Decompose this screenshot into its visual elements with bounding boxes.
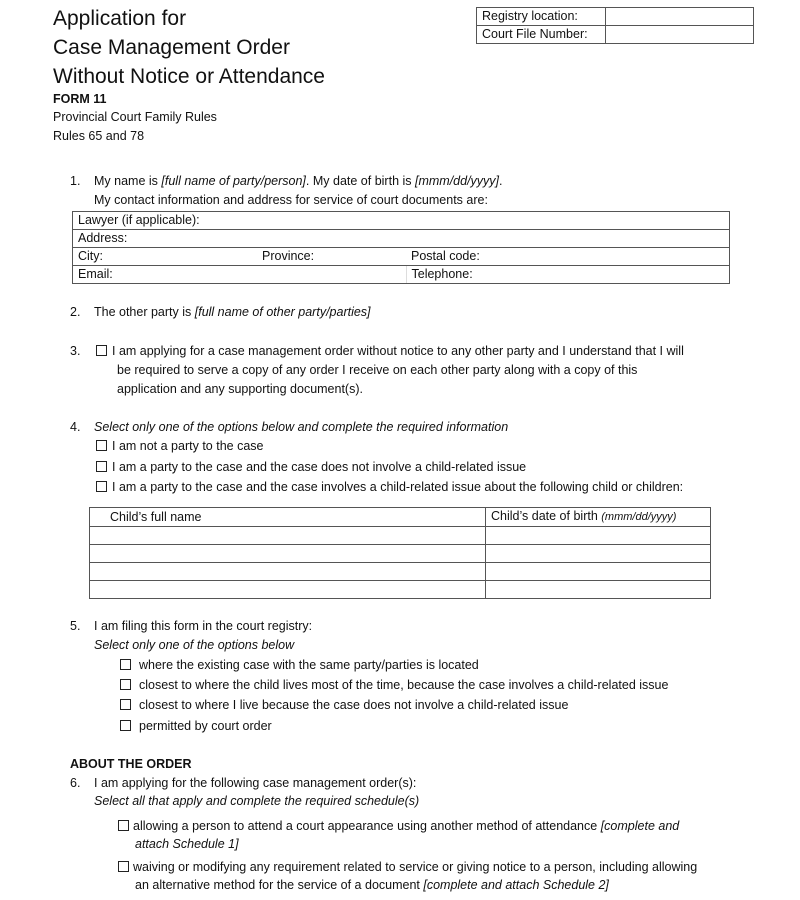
children-table-header-dob [486, 508, 711, 527]
title-line-2: Case Management Order [53, 36, 290, 59]
item-6-checkbox-1[interactable] [118, 820, 129, 831]
rules-reference: Rules 65 and 78 [53, 129, 145, 143]
item-2-label: The other party is [94, 305, 195, 319]
address-label: Address: [78, 231, 128, 245]
province-field[interactable] [257, 248, 406, 266]
item-6-option-service [118, 858, 697, 876]
item-3-checkbox[interactable] [96, 345, 107, 356]
item-4-option-not-party [96, 437, 263, 455]
contact-intro: My contact information and address for service of court documents are: [94, 193, 488, 207]
table-row [90, 563, 711, 581]
item-6-text: I am applying for the following case management order(s): [94, 776, 417, 790]
child-name-cell[interactable] [90, 563, 486, 581]
contact-table [72, 211, 730, 284]
email-field[interactable] [73, 266, 407, 284]
item-3-line-3: application and any supporting document(s). [117, 382, 363, 396]
registry-box [476, 7, 754, 44]
registry-location-label: Registry location: [477, 8, 606, 26]
court-file-number-field[interactable] [606, 26, 754, 44]
postal-code-field[interactable] [406, 248, 730, 266]
email-label: Email: [78, 267, 113, 281]
item-4-option-no-child-issue [96, 458, 526, 476]
item-6-option-1-line-1: allowing a person to attend a court appearance using another method of attendance [133, 819, 601, 833]
item-4-checkbox-1[interactable] [96, 440, 107, 451]
title-line-1: Application for [53, 7, 187, 30]
item-6-option-2-line-2: an alternative method for the service of a document [135, 878, 424, 892]
item-3-line-1: I am applying for a case management order without notice to any other party and I understand that I will [112, 344, 684, 358]
item-4-option-1-label: I am not a party to the case [112, 439, 264, 453]
item-4-checkbox-3[interactable] [96, 481, 107, 492]
children-table [89, 507, 711, 599]
rules-source: Provincial Court Family Rules [53, 110, 217, 124]
children-table-header-name: Child’s full name [90, 508, 486, 527]
item-5-option-3-label: closest to where I live because the case does not involve a child-related issue [139, 698, 569, 712]
other-party-placeholder[interactable]: [full name of other party/parties] [194, 305, 371, 319]
item-5-instruction: Select only one of the options below [94, 638, 295, 652]
item-6-instruction: Select all that apply and complete the required schedule(s) [94, 794, 420, 808]
table-row [90, 545, 711, 563]
child-dob-cell[interactable] [486, 527, 711, 545]
item-5-option-existing-case [120, 656, 479, 674]
postal-code-label: Postal code: [411, 249, 480, 263]
item-5-checkbox-3[interactable] [120, 699, 131, 710]
item-6-option-1-schedule-a: [complete and [600, 819, 680, 833]
court-file-number-label: Court File Number: [477, 26, 606, 44]
item-4-option-3-label: I am a party to the case and the case involves a child-related issue about the following child or children: [112, 480, 684, 494]
child-dob-cell[interactable] [486, 563, 711, 581]
telephone-field[interactable] [406, 266, 730, 284]
item-4-checkbox-2[interactable] [96, 461, 107, 472]
item-5-option-4-label: permitted by court order [139, 719, 272, 733]
item-4-instruction: Select only one of the options below and complete the required information [94, 420, 509, 434]
item-3-number: 3. [70, 344, 81, 358]
about-order-heading: ABOUT THE ORDER [70, 757, 192, 771]
item-6-option-2-line-2-wrap [135, 876, 609, 894]
dob-header-format: (mmm/dd/yyyy) [601, 511, 677, 523]
item-3-option [96, 342, 684, 360]
item-1-text-c: . [499, 174, 503, 188]
child-name-cell[interactable] [90, 545, 486, 563]
item-6-option-1-schedule-b: attach Schedule 1] [135, 837, 239, 851]
item-5-option-1-label: where the existing case with the same party/parties is located [139, 658, 479, 672]
title-line-3: Without Notice or Attendance [53, 65, 325, 88]
dob-header-label: Child’s date of birth [491, 509, 602, 523]
item-3-line-2: be required to serve a copy of any order I receive on each other party along with a copy of this [117, 363, 638, 377]
item-6-number: 6. [70, 776, 81, 790]
item-1-number: 1. [70, 174, 81, 188]
child-name-cell[interactable] [90, 581, 486, 599]
lawyer-field[interactable] [73, 212, 730, 230]
form-number: FORM 11 [53, 92, 107, 106]
table-row [90, 581, 711, 599]
item-5-number: 5. [70, 619, 81, 633]
registry-location-field[interactable] [606, 8, 754, 26]
table-row [90, 527, 711, 545]
city-label: City: [78, 249, 103, 263]
child-name-cell[interactable] [90, 527, 486, 545]
lawyer-label: Lawyer (if applicable): [78, 213, 200, 227]
item-4-number: 4. [70, 420, 81, 434]
item-2-text [94, 303, 371, 321]
item-5-option-child-lives [120, 676, 668, 694]
address-field[interactable] [73, 230, 730, 248]
item-6-option-attendance [118, 817, 679, 835]
item-6-option-2-schedule: [complete and attach Schedule 2] [423, 878, 609, 892]
item-5-text: I am filing this form in the court registry: [94, 619, 313, 633]
item-5-checkbox-2[interactable] [120, 679, 131, 690]
item-6-checkbox-2[interactable] [118, 861, 129, 872]
telephone-label: Telephone: [411, 267, 473, 281]
item-5-option-i-live [120, 696, 568, 714]
item-1-text-b: . My date of birth is [305, 174, 415, 188]
item-1-text [94, 172, 503, 190]
province-label: Province: [262, 249, 315, 263]
item-6-option-2-line-1: waiving or modifying any requirement related to service or giving notice to a person, including allowing [133, 860, 698, 874]
city-field[interactable] [73, 248, 258, 266]
name-placeholder[interactable]: [full name of party/person] [161, 174, 306, 188]
item-5-option-court-order [120, 717, 272, 735]
item-1-text-a: My name is [94, 174, 162, 188]
item-4-option-child-issue [96, 478, 683, 496]
child-dob-cell[interactable] [486, 581, 711, 599]
item-5-option-2-label: closest to where the child lives most of the time, because the case involves a child-related issue [139, 678, 669, 692]
item-5-checkbox-4[interactable] [120, 720, 131, 731]
item-2-number: 2. [70, 305, 81, 319]
child-dob-cell[interactable] [486, 545, 711, 563]
item-4-option-2-label: I am a party to the case and the case does not involve a child-related issue [112, 460, 527, 474]
dob-placeholder[interactable]: [mmm/dd/yyyy] [415, 174, 500, 188]
item-5-checkbox-1[interactable] [120, 659, 131, 670]
